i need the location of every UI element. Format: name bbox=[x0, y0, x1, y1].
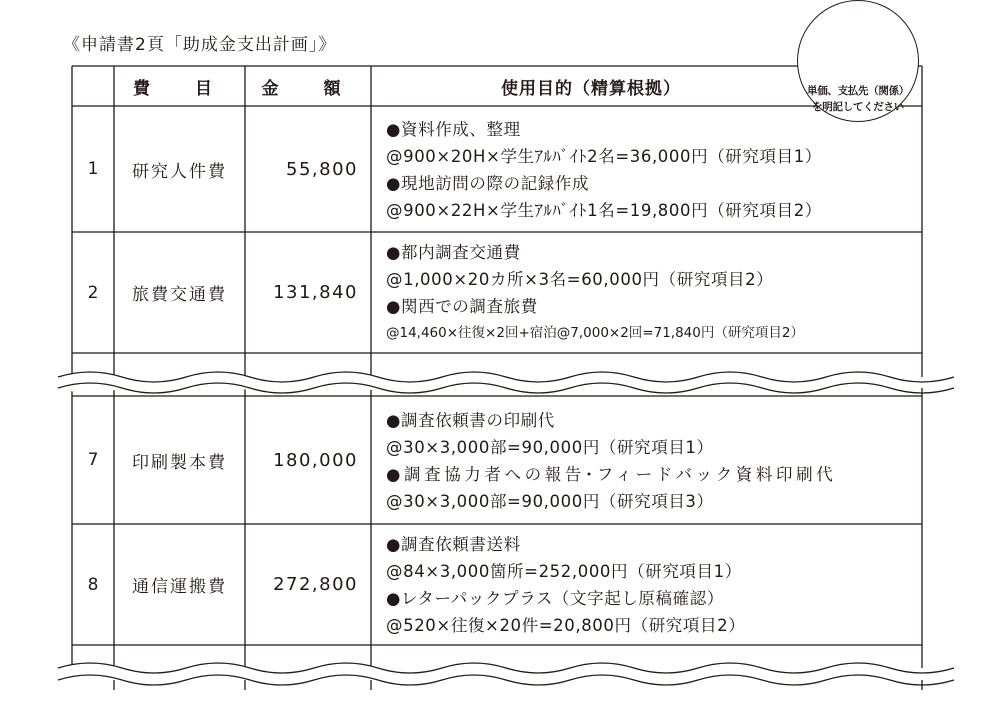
row-number: 1 bbox=[87, 159, 99, 179]
note-circle bbox=[797, 0, 919, 122]
note-line-2: を明記してください bbox=[812, 101, 904, 113]
row-details bbox=[386, 400, 836, 522]
header-item: 費 目 bbox=[133, 78, 226, 99]
detail-line: ●調査依頼書送料 bbox=[386, 535, 521, 554]
wavy-break-2 bbox=[58, 663, 954, 685]
detail-line: @520×往復×20件=20,800円（研究項目2） bbox=[386, 616, 746, 635]
row-item: 印刷製本費 bbox=[132, 452, 227, 473]
detail-line: @900×20H×学生ｱﾙﾊﾞｲﾄ2名=36,000円（研究項目1） bbox=[386, 147, 822, 166]
detail-line: @30×3,000部=90,000円（研究項目1） bbox=[386, 438, 714, 457]
note-line-1: 単価、支払先（関係） bbox=[807, 85, 909, 97]
row-details bbox=[386, 234, 804, 352]
header-amount: 金 額 bbox=[261, 78, 355, 99]
detail-line: @84×3,000箇所=252,000円（研究項目1） bbox=[386, 562, 742, 581]
detail-line: @1,000×20カ所×3名=60,000円（研究項目2） bbox=[386, 270, 774, 289]
row-item: 旅費交通費 bbox=[132, 285, 227, 305]
detail-line: ●関西での調査旅費 bbox=[386, 297, 538, 316]
row-amount: 55,800 bbox=[286, 158, 358, 180]
doc-title: 《申請書2頁「助成金支出計画」》 bbox=[63, 35, 337, 55]
row-details bbox=[386, 110, 822, 230]
row-details bbox=[386, 526, 745, 644]
detail-line: @14,460×往復×2回+宿泊@7,000×2回=71,840円（研究項目2） bbox=[386, 325, 804, 341]
row-number: 2 bbox=[87, 282, 99, 303]
detail-line: ●レターパックプラス（文字起し原稿確認） bbox=[386, 589, 724, 608]
row-number: 8 bbox=[87, 574, 99, 595]
detail-line: ●調査依頼書の印刷代 bbox=[386, 411, 555, 430]
detail-line: ●調査協力者への報告･フィードバック資料印刷代 bbox=[386, 465, 837, 484]
detail-line: @30×3,000部=90,000円（研究項目3） bbox=[386, 492, 714, 511]
wavy-break-1 bbox=[58, 372, 954, 393]
header-purpose: 使用目的（精算根拠） bbox=[501, 78, 681, 99]
row-amount: 131,840 bbox=[273, 282, 358, 303]
detail-line: ●都内調査交通費 bbox=[386, 243, 521, 262]
row-amount: 272,800 bbox=[273, 574, 358, 595]
detail-line: @900×22H×学生ｱﾙﾊﾞｲﾄ1名=19,800円（研究項目2） bbox=[386, 201, 822, 220]
row-item: 通信運搬費 bbox=[132, 577, 227, 597]
row-amount: 180,000 bbox=[273, 449, 358, 471]
detail-line: ●資料作成、整理 bbox=[386, 120, 521, 139]
detail-line: ●現地訪問の際の記録作成 bbox=[386, 174, 590, 193]
row-item: 研究人件費 bbox=[132, 161, 227, 182]
row-number: 7 bbox=[87, 450, 99, 470]
